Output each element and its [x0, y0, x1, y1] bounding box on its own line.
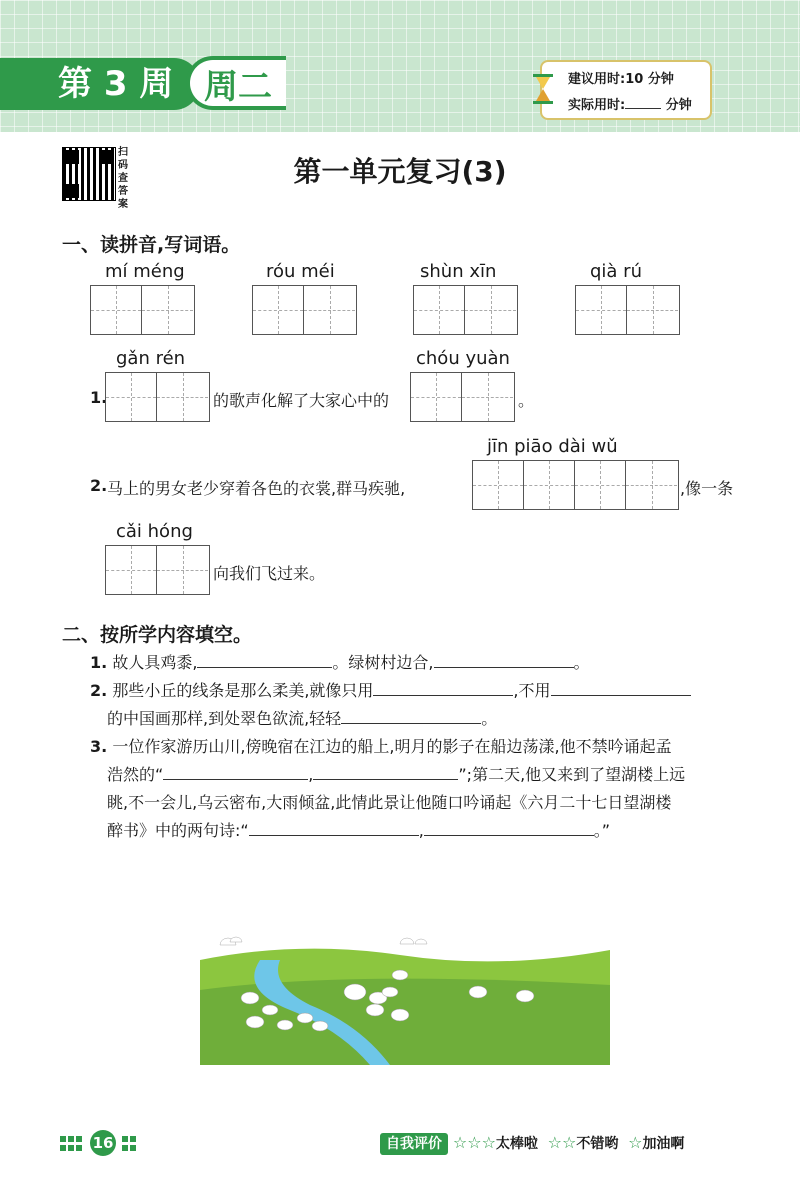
qr-label: 扫码查答案: [118, 147, 128, 210]
blank[interactable]: [424, 819, 594, 836]
answer-grid[interactable]: [105, 545, 210, 595]
pinyin-1: mí méng: [105, 261, 185, 282]
star-icon[interactable]: ☆: [628, 1133, 643, 1152]
answer-grid[interactable]: [575, 285, 680, 335]
week-label: 第 3 周: [0, 58, 200, 110]
pinyin-cai-hong: cǎi hóng: [116, 521, 193, 542]
q2-number: 2.: [90, 476, 108, 495]
s2-q3-line1: 3. 一位作家游历山川,傍晚宿在江边的船上,明月的影子在船边荡漾,他不禁吟诵起孟: [90, 737, 672, 756]
pinyin-jin-piao-dai-wu: jīn piāo dài wǔ: [487, 436, 618, 457]
s2-q2-line1: 2. 那些小丘的线条是那么柔美,就像只用 ,不用: [90, 678, 691, 701]
blank[interactable]: [434, 651, 574, 668]
answer-grid[interactable]: [90, 285, 195, 335]
s2-q3-line4: 醉书》中的两句诗:“ , 。”: [107, 821, 611, 840]
day-label: 周二: [186, 56, 286, 110]
rating-good: 不错哟: [576, 1136, 619, 1152]
time-box: [540, 60, 712, 120]
page-title: 第一单元复习(3): [293, 155, 507, 188]
page-number-badge: [60, 1130, 140, 1158]
section2-heading: 二、按所学内容填空。: [62, 624, 253, 646]
q1-number: 1.: [90, 388, 108, 407]
s2-q3-line2: 浩然的“ , ”;第二天,他又来到了望湖楼上远: [107, 765, 686, 784]
q2-text: 马上的男女老少穿着各色的衣裳,群马疾驰,: [107, 479, 406, 498]
hourglass-icon: [532, 74, 554, 104]
q1-text: 的歌声化解了大家心中的: [213, 391, 390, 410]
answer-grid[interactable]: [472, 460, 679, 510]
answer-grid[interactable]: [252, 285, 357, 335]
suggested-time: 建议用时:10 分钟: [568, 72, 674, 87]
blank[interactable]: [249, 819, 419, 836]
rating-excellent: 太棒啦: [495, 1136, 538, 1152]
blank[interactable]: [313, 763, 458, 780]
star-icon[interactable]: ☆☆: [547, 1133, 577, 1152]
actual-time: 实际用时: 分钟: [568, 92, 692, 113]
header-banner: [0, 0, 800, 132]
self-evaluation: [380, 1133, 684, 1153]
s2-q3-line3: 眺,不一会儿,乌云密布,大雨倾盆,此情此景让他随口吟诵起《六月二十七日望湖楼: [107, 793, 672, 812]
answer-grid[interactable]: [105, 372, 210, 422]
page-number: 16: [90, 1130, 116, 1156]
blank[interactable]: [163, 763, 308, 780]
pinyin-3: shùn xīn: [420, 261, 497, 282]
blank[interactable]: [373, 679, 513, 696]
grassland-illustration: [200, 930, 610, 1065]
eval-label: 自我评价: [380, 1133, 448, 1155]
s2-q1: 1. 故人具鸡黍, 。绿树村边合, 。: [90, 653, 590, 672]
pinyin-chou-yuan: chóu yuàn: [416, 348, 510, 369]
blank[interactable]: [197, 651, 332, 668]
s2-q2-line2: 的中国画那样,到处翠色欲流,轻轻 。: [107, 709, 498, 728]
answer-grid[interactable]: [413, 285, 518, 335]
answer-grid[interactable]: [410, 372, 515, 422]
blank[interactable]: [551, 679, 691, 696]
q2-tail: ,像一条: [680, 479, 734, 498]
section1-heading: 一、读拼音,写词语。: [62, 234, 241, 256]
pinyin-4: qià rú: [590, 261, 642, 282]
pinyin-gan-ren: gǎn rén: [116, 348, 186, 369]
rating-keep-going: 加油啊: [642, 1136, 685, 1152]
q1-end: 。: [518, 391, 535, 410]
q2-end: 向我们飞过来。: [213, 564, 326, 583]
star-icon[interactable]: ☆☆☆: [452, 1133, 496, 1152]
blank[interactable]: [341, 707, 481, 724]
pinyin-2: róu méi: [266, 261, 335, 282]
